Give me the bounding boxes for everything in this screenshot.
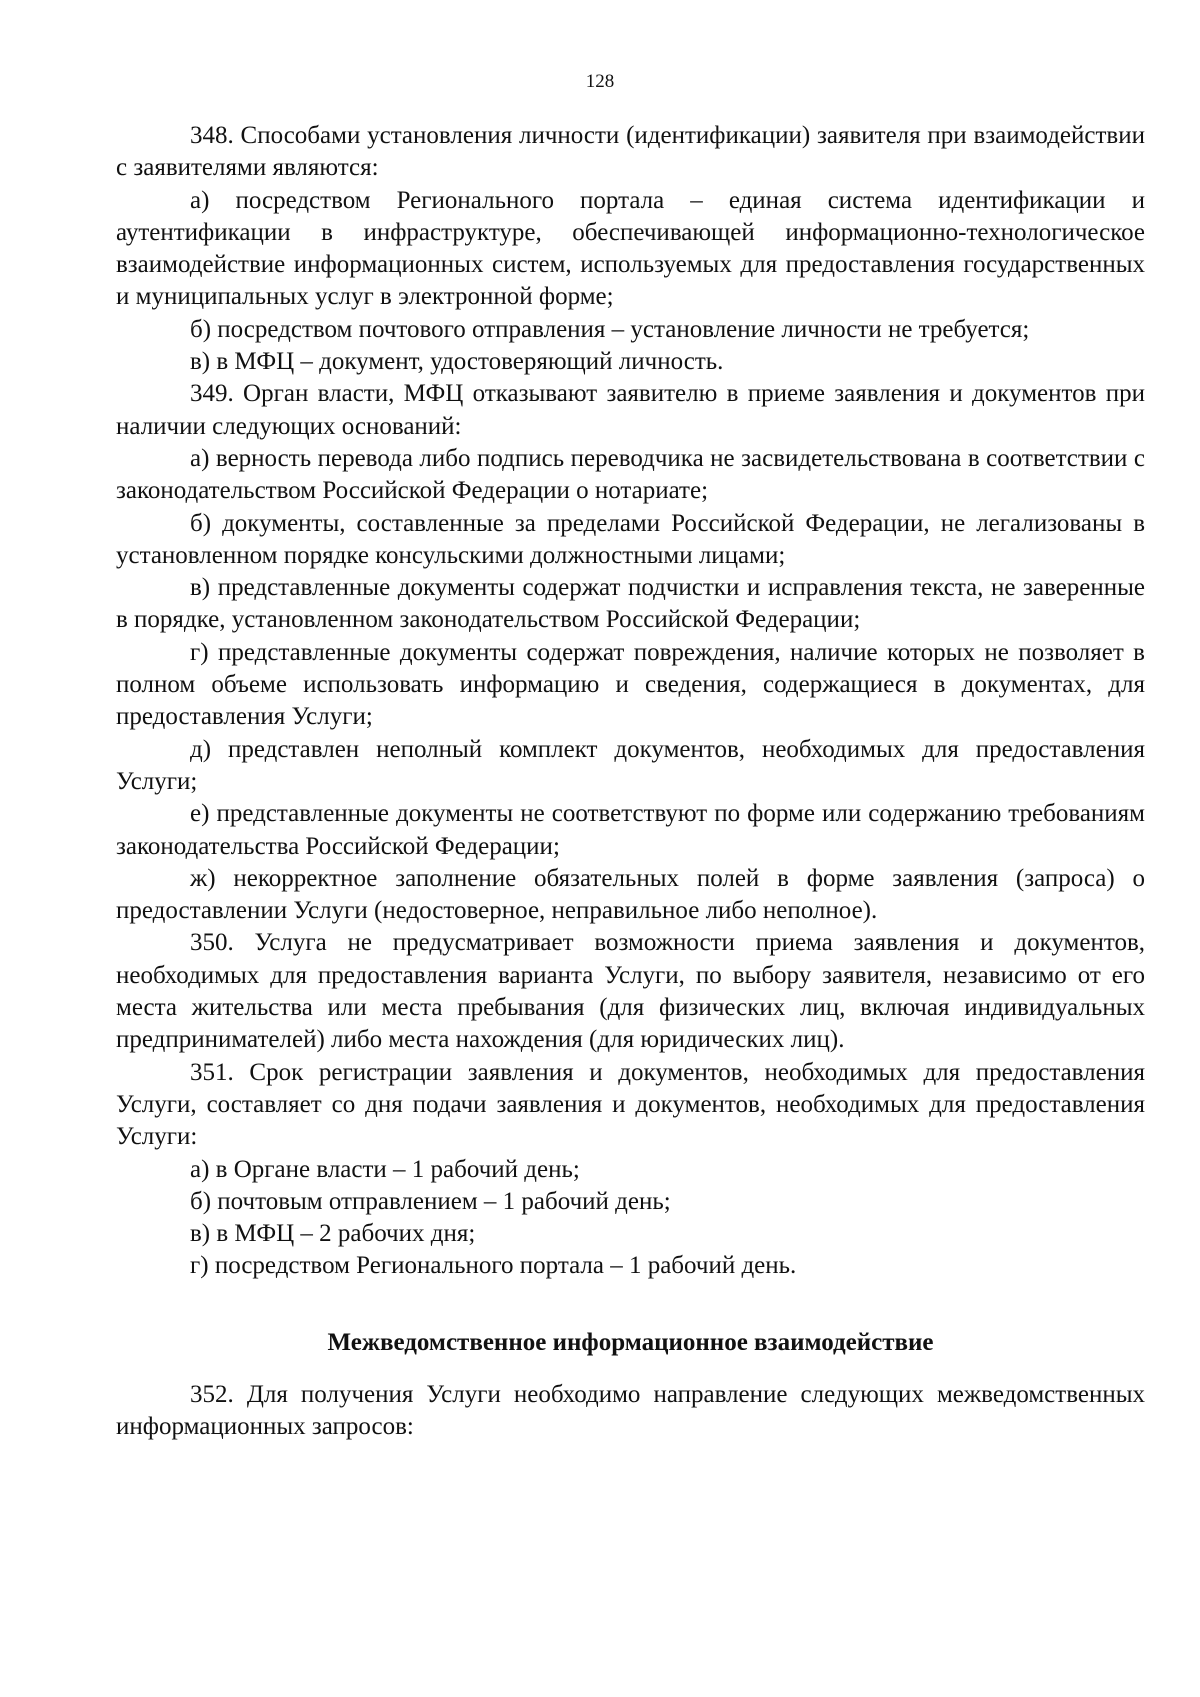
document-body: [116, 120, 1145, 1443]
paragraph: 352. Для получения Услуги необходимо направление следующих межведомственных информационных запросов:: [116, 1380, 1145, 1440]
list-item: б) документы, составленные за пределами Российской Федерации, не легализованы в установленном порядке консульскими должностными лицами;: [116, 509, 1145, 569]
list-item: а) верность перевода либо подпись переводчика не засвидетельствована в соответствии с законодательством Российской Федерации о нотариате;: [116, 444, 1145, 505]
paragraph: 349. Орган власти, МФЦ отказывают заявителю в приеме заявления и документов при наличии следующих оснований:: [116, 380, 1145, 440]
list-item: а) в Органе власти – 1 рабочий день;: [190, 1155, 580, 1183]
list-item: в) представленные документы содержат подчистки и исправления текста, не заверенные в порядке, установленном законодательством Российской Федерации;: [116, 574, 1145, 634]
list-item: в) в МФЦ – 2 рабочих дня;: [190, 1220, 476, 1248]
list-item: е) представленные документы не соответствуют по форме или содержанию требованиям законодательства Российской Федерации;: [116, 800, 1145, 860]
list-item: г) посредством Регионального портала – 1 рабочий день.: [190, 1252, 797, 1280]
spacer: [116, 1359, 1145, 1379]
list-item: ж) некорректное заполнение обязательных полей в форме заявления (запроса) о предоставлении Услуги (недостоверное, неправильное либо неполное).: [116, 864, 1145, 925]
spacer: [116, 1283, 1145, 1327]
list-item: в) в МФЦ – документ, удостоверяющий личность.: [190, 348, 724, 376]
section-heading: Межведомственное информационное взаимодействие: [327, 1328, 934, 1356]
paragraph: 351. Срок регистрации заявления и документов, необходимых для предоставления Услуги, составляет со дня подачи заявления и документов, необходимых для предоставления Услуги:: [116, 1058, 1145, 1151]
page-number: 128: [585, 71, 615, 92]
list-item: г) представленные документы содержат повреждения, наличие которых не позволяет в полном объеме использовать информацию и сведения, содержащиеся в документах, для предоставления Услуги;: [116, 638, 1145, 731]
paragraph: 350. Услуга не предусматривает возможности приема заявления и документов, необходимых для предоставления варианта Услуги, по выбору заявителя, независимо от его места жительства или места пребывания (для физических лиц, включая индивидуальных предпринимателей) либо места нахождения (для юридических лиц).: [116, 929, 1145, 1054]
list-item: а) посредством Регионального портала – единая система идентификации и аутентификации в инфраструктуре, обеспечивающей информационно-технологическое взаимодействие информационных систем, используемых для предоставления государственных и муниципальных услуг в электронной форме;: [116, 186, 1145, 311]
list-item: б) почтовым отправлением – 1 рабочий день;: [190, 1187, 671, 1215]
list-item: б) посредством почтового отправления – установление личности не требуется;: [190, 315, 1030, 343]
list-item: д) представлен неполный комплект документов, необходимых для предоставления Услуги;: [116, 735, 1145, 795]
paragraph: 348. Способами установления личности (идентификации) заявителя при взаимодействии с заявителями являются:: [116, 122, 1145, 182]
